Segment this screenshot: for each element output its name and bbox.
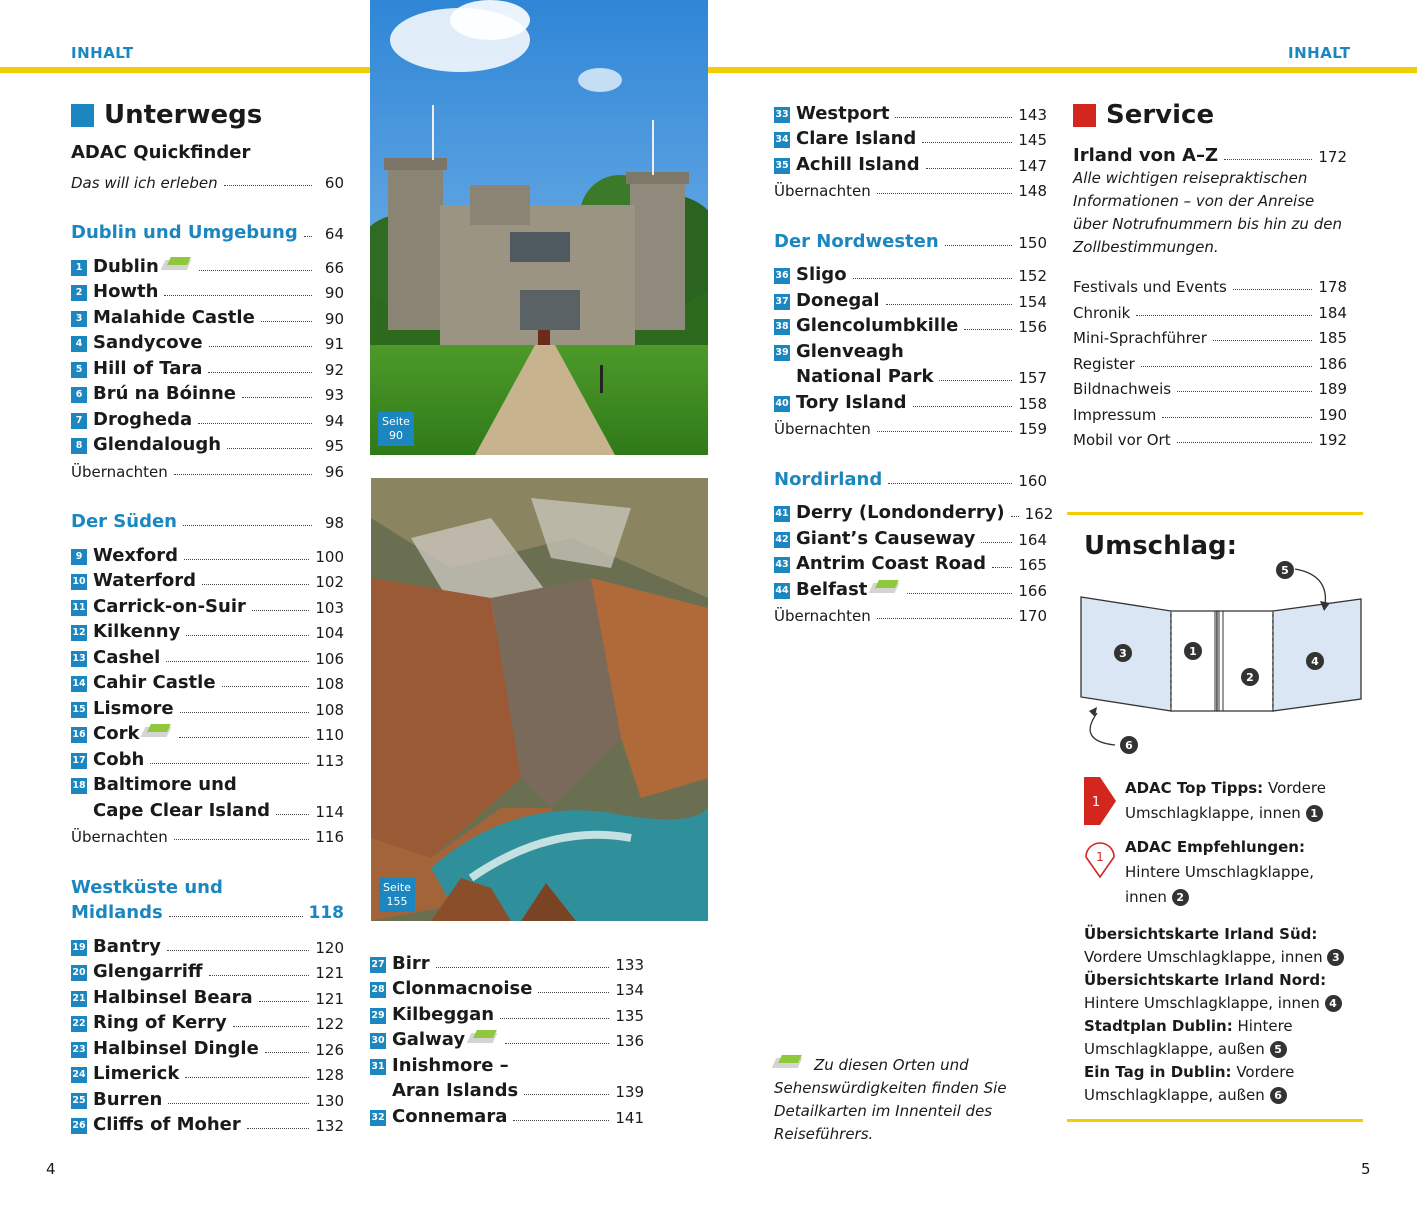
toc-column-1 [71,98,344,1135]
toc-entry[interactable] [71,719,344,745]
west-list [71,931,344,1135]
west-cont-list [774,98,1047,175]
entry-number-badge: 43 [774,557,790,573]
entry-page: 122 [315,1015,344,1033]
entry-number-badge: 10 [71,574,87,590]
service-description: Alle wichtigen reisepraktischen Informationen – von der Anreise über Notrufnummern bis hin zu den Zollbestimmungen. [1073,168,1342,256]
svg-text:6: 6 [1125,739,1133,752]
entry-number-badge: 30 [370,1033,386,1049]
entry-number-badge: 5 [71,362,87,378]
page-number-left: 4 [46,1160,56,1178]
toc-entry[interactable] [774,285,1047,311]
toc-entry[interactable]: Übernachten 148 [774,182,1047,200]
toc-entry[interactable]: Aran Islands 139 [392,1080,644,1101]
entry-page: 135 [615,1006,644,1025]
toc-entry[interactable] [71,931,344,957]
toc-entry[interactable]: Das will ich erleben 60 [71,173,344,192]
entry-label: Kilbeggan [392,1003,495,1025]
svg-text:1: 1 [1189,645,1197,658]
entry-label: Kilkenny [93,621,181,642]
entry-label: Burren [93,1088,163,1110]
svg-text:1: 1 [1096,850,1104,864]
entry-page: 143 [1018,105,1047,124]
entry-label: Malahide Castle [93,306,255,328]
entry-label: Derry (Londonderry) [796,502,1005,523]
toc-entry[interactable] [71,1033,344,1059]
toc-entry[interactable] [774,523,1047,549]
entry-number-badge: 23 [71,1042,87,1058]
page-number-right: 5 [1361,1160,1371,1178]
header-left: INHALT [71,44,134,62]
section-title-unterwegs: Unterwegs [71,98,344,132]
toc-entry[interactable] [774,260,1047,286]
entry-page: 106 [315,649,344,668]
entry-number-badge: 2 [71,285,87,301]
toc-entry[interactable]: Impressum 190 [1073,405,1347,424]
toc-entry[interactable]: 31 Inishmore – [371,1054,509,1076]
entry-number-badge: 19 [71,940,87,956]
blue-square-icon [71,104,94,127]
top-tipp-marker-icon [1084,777,1116,825]
entry-number-badge: 25 [71,1093,87,1109]
entry-page: 104 [315,624,344,642]
header-right: INHALT [1288,44,1351,62]
entry-page: 102 [315,573,344,591]
entry-number-badge: 9 [71,549,87,565]
entry-label: Clare Island [796,128,917,149]
entry-label: Brú na Bóinne [93,383,236,404]
page-ref-badge-castle: Seite 90 [378,412,414,446]
region-west-line1[interactable]: Westküste und [71,876,223,898]
west-list-2 [370,948,644,1050]
entry-number-badge: 28 [370,982,386,998]
entry-label: Lismore [93,697,174,719]
toc-entry[interactable] [71,982,344,1008]
entry-label: Giant’s Causeway [796,527,976,549]
entry-number-badge: 37 [774,294,790,310]
toc-entry[interactable]: National Park 157 [796,366,1047,387]
entry-page: 162 [1024,505,1054,523]
entry-number-badge: 20 [71,965,87,981]
entry-number-badge: 13 [71,651,87,667]
entry-label: Dublin [93,255,159,277]
toc-entry[interactable] [370,948,644,974]
svg-text:1: 1 [1091,795,1101,810]
umschlag-box [1067,512,1363,1122]
detail-map-footnote: Zu diesen Orten und Sehenswürdigkeiten finden Sie Detailkarten im Innenteil des Reiseführers. [774,1054,1034,1146]
entry-page: 145 [1018,131,1047,149]
red-square-icon [1073,104,1096,127]
entry-page: 132 [315,1117,344,1135]
entry-number-badge: 44 [774,583,790,599]
entry-label: Glencolumbkille [796,315,959,336]
region-dublin[interactable]: Dublin und Umgebung 64 [71,222,344,243]
detail-map-icon [143,723,173,739]
entry-number-badge: 34 [774,132,790,148]
entry-number-badge: 14 [71,676,87,692]
toc-entry[interactable]: 40 Tory Island 158 [775,391,1047,413]
page-ref-badge-cliffs: Seite 155 [379,878,415,912]
cliffs-illustration [371,478,708,921]
entry-page: 92 [324,360,344,379]
legend-top-tipps: ADAC Top Tipps: Vordere Umschlagklappe, innen 1 [1125,779,1326,822]
entry-page: 108 [315,700,344,719]
toc-entry[interactable] [370,999,644,1025]
toc-entry[interactable] [71,668,344,694]
entry-number-badge: 27 [370,957,386,973]
region-nordirland[interactable]: Nordirland 160 [774,468,1047,490]
toc-entry[interactable] [71,591,344,617]
toc-entry[interactable] [774,574,1047,600]
entry-number-badge: 3 [71,311,87,327]
entry-page: 165 [1018,556,1047,574]
toc-entry[interactable]: Übernachten 116 [71,828,344,846]
entry-number-badge: 6 [71,387,87,403]
toc-entry[interactable]: Übernachten 159 [774,420,1047,438]
toc-entry[interactable] [71,277,344,303]
entry-number-badge: 4 [71,336,87,352]
entry-label: Bantry [93,935,161,957]
toc-entry[interactable] [774,124,1047,150]
entry-page: 164 [1018,530,1047,549]
toc-entry[interactable] [71,693,344,719]
entry-label: Waterford [93,570,197,591]
toc-entry[interactable]: Mobil vor Ort 192 [1073,431,1347,449]
entry-page: 166 [1018,581,1047,600]
toc-entry[interactable] [71,404,344,430]
entry-page: 126 [315,1040,344,1059]
entry-label: Belfast [796,578,868,600]
entry-number-badge: 41 [774,506,790,522]
service-list [1073,271,1347,450]
entry-page: 136 [615,1032,644,1050]
entry-label: Sandycove [93,332,203,353]
entry-label: Glendalough [93,434,222,455]
toc-column-service [1073,98,1347,449]
nordwesten-list [774,260,1047,337]
toc-entry[interactable]: Mini-Sprachführer 185 [1073,329,1347,347]
legend-irland-sued: Übersichtskarte Irland Süd: [1084,925,1318,943]
toc-entry[interactable] [71,328,344,354]
entry-label: Halbinsel Beara [93,986,253,1008]
entry-number-badge: 15 [71,702,87,718]
nordirland-list [774,498,1054,600]
entry-page: 103 [315,598,344,617]
toc-entry[interactable] [774,311,1047,337]
entry-label: Halbinsel Dingle [93,1037,259,1059]
entry-number-badge: 7 [71,413,87,429]
detail-map-icon [469,1029,499,1045]
quickfinder-title: ADAC Quickfinder [71,142,251,163]
entry-label: Cahir Castle [93,672,216,693]
toc-entry[interactable] [71,617,344,643]
cover-fold-diagram [1067,555,1363,755]
toc-entry[interactable]: Irland von A–Z 172 [1073,144,1347,166]
entry-label: Cashel [93,646,161,668]
toc-entry[interactable] [71,1008,344,1034]
region-nordwesten[interactable]: Der Nordwesten 150 [774,230,1047,252]
entry-label: Sligo [796,264,847,285]
entry-label: Clonmacnoise [392,978,533,999]
entry-label: Glengarriff [93,961,203,982]
sueden-list [71,540,344,770]
entry-page: 90 [324,309,344,328]
photo-malahide-castle [370,0,708,455]
entry-label: Drogheda [93,408,193,430]
header-bar-left [0,67,370,73]
entry-label: Antrim Coast Road [796,553,986,574]
region-west-line2[interactable]: Midlands 118 [71,902,344,923]
toc-entry[interactable] [71,540,344,566]
entry-number-badge: 17 [71,753,87,769]
entry-page: 121 [315,989,344,1008]
toc-entry[interactable] [71,1110,344,1136]
entry-label: Galway [392,1029,466,1050]
entry-number-badge: 21 [71,991,87,1007]
toc-entry[interactable] [71,251,344,277]
entry-label: Limerick [93,1063,180,1084]
toc-entry[interactable]: Cape Clear Island 114 [93,799,344,821]
legend-empfehlungen: ADAC Empfehlungen: Hintere Umschlagklappe, innen 2 [1125,838,1315,906]
toc-entry[interactable]: 18 Baltimore und [72,774,237,795]
photo-slieve-league-cliffs [371,478,708,921]
detail-map-icon [774,1054,806,1070]
cover-map-list: Übersichtskarte Irland Süd: Vordere Umschlagklappe, innen 3 Übersichtskarte Irland Nord: Hintere Umschlagklappe, innen 4 Stadtplan Dublin: Hintere Umschlagklappe, außen 5 Ein Tag in Dublin: Vordere Umschlagklappe, außen 6 [1084,923,1359,1107]
entry-page: 100 [315,547,344,566]
entry-number-badge: 29 [370,1008,386,1024]
entry-page: 93 [324,386,344,404]
legend-irland-nord: Übersichtskarte Irland Nord: [1084,971,1327,989]
detail-map-icon [163,256,193,272]
toc-entry[interactable] [370,974,644,1000]
entry-number-badge: 38 [774,319,790,335]
svg-text:3: 3 [1119,647,1127,660]
entry-page: 154 [1018,292,1047,311]
svg-text:2: 2 [1246,671,1254,684]
umschlag-title: Umschlag: [1084,531,1238,561]
toc-entry[interactable] [774,98,1047,124]
entry-page: 128 [315,1066,344,1084]
legend-tag-in-dublin: Ein Tag in Dublin: Vordere Umschlagklappe, außen 6 [1084,1063,1295,1104]
entry-number-badge: 8 [71,438,87,454]
toc-entry[interactable] [71,302,344,328]
svg-text:4: 4 [1311,655,1319,668]
empfehlung-marker-icon [1084,839,1116,879]
toc-column-3 [774,98,1054,625]
entry-number-badge: 22 [71,1016,87,1032]
toc-entry[interactable] [774,149,1047,175]
entry-page: 94 [324,411,344,430]
entry-label: Cliffs of Moher [93,1114,241,1135]
entry-label: Achill Island [796,153,920,175]
toc-entry[interactable]: Übernachten 170 [774,607,1047,625]
toc-entry[interactable]: Register 186 [1073,354,1347,373]
detail-map-icon [871,579,901,595]
entry-label: Howth [93,281,159,302]
entry-label: Wexford [93,544,178,566]
legend-stadtplan-dublin: Stadtplan Dublin: Hintere Umschlagklappe, außen 5 [1084,1017,1293,1058]
entry-page: 91 [324,335,344,353]
entry-page: 120 [315,938,344,957]
toc-column-2 [370,948,644,1127]
entry-label: Birr [392,952,430,974]
entry-page: 147 [1018,156,1047,175]
toc-entry[interactable] [71,744,344,770]
toc-entry[interactable] [71,957,344,983]
entry-label: Cobh [93,748,145,770]
toc-entry[interactable] [71,379,344,405]
entry-label: Cork [93,723,140,744]
toc-entry[interactable]: 39 Glenveagh [775,340,904,362]
entry-number-badge: 24 [71,1067,87,1083]
castle-illustration [370,0,708,455]
svg-text:5: 5 [1281,564,1289,577]
entry-page: 108 [315,675,344,693]
entry-number-badge: 12 [71,625,87,641]
dublin-list [71,251,344,455]
toc-entry[interactable]: Übernachten 96 [71,462,344,481]
toc-entry[interactable] [71,1059,344,1085]
entry-number-badge: 36 [774,268,790,284]
toc-entry[interactable] [774,498,1054,524]
entry-page: 121 [315,964,344,982]
entry-page: 152 [1018,267,1047,285]
entry-label: Donegal [796,289,880,311]
entry-page: 134 [615,981,644,999]
entry-label: Ring of Kerry [93,1012,227,1033]
entry-number-badge: 26 [71,1118,87,1134]
entry-page: 133 [615,955,644,974]
region-sueden[interactable]: Der Süden 98 [71,511,344,532]
toc-entry[interactable]: Chronik 184 [1073,303,1347,322]
entry-number-badge: 1 [71,260,87,276]
entry-page: 130 [315,1091,344,1110]
entry-page: 90 [324,284,344,302]
toc-entry[interactable]: Bildnachweis 189 [1073,380,1347,398]
entry-label: Hill of Tara [93,357,203,379]
entry-number-badge: 42 [774,532,790,548]
toc-entry[interactable]: Festivals und Events 178 [1073,278,1347,296]
toc-entry[interactable] [71,1084,344,1110]
entry-page: 156 [1018,318,1047,336]
entry-number-badge: 11 [71,600,87,616]
entry-page: 110 [315,726,344,744]
toc-entry[interactable] [370,1025,644,1051]
header-bar-right [708,67,1417,73]
entry-number-badge: 33 [774,107,790,123]
toc-entry[interactable] [71,430,344,456]
entry-label: Carrick-on-Suir [93,595,246,617]
toc-entry[interactable] [71,353,344,379]
toc-entry[interactable] [71,566,344,592]
entry-page: 113 [315,751,344,770]
toc-entry[interactable] [774,549,1047,575]
entry-page: 95 [324,437,344,455]
toc-entry[interactable]: 32 Connemara 141 [371,1105,644,1127]
entry-page: 66 [324,258,344,277]
entry-number-badge: 16 [71,727,87,743]
entry-label: Westport [796,102,890,124]
section-title-service: Service [1073,98,1347,132]
entry-number-badge: 35 [774,158,790,174]
toc-entry[interactable] [71,642,344,668]
